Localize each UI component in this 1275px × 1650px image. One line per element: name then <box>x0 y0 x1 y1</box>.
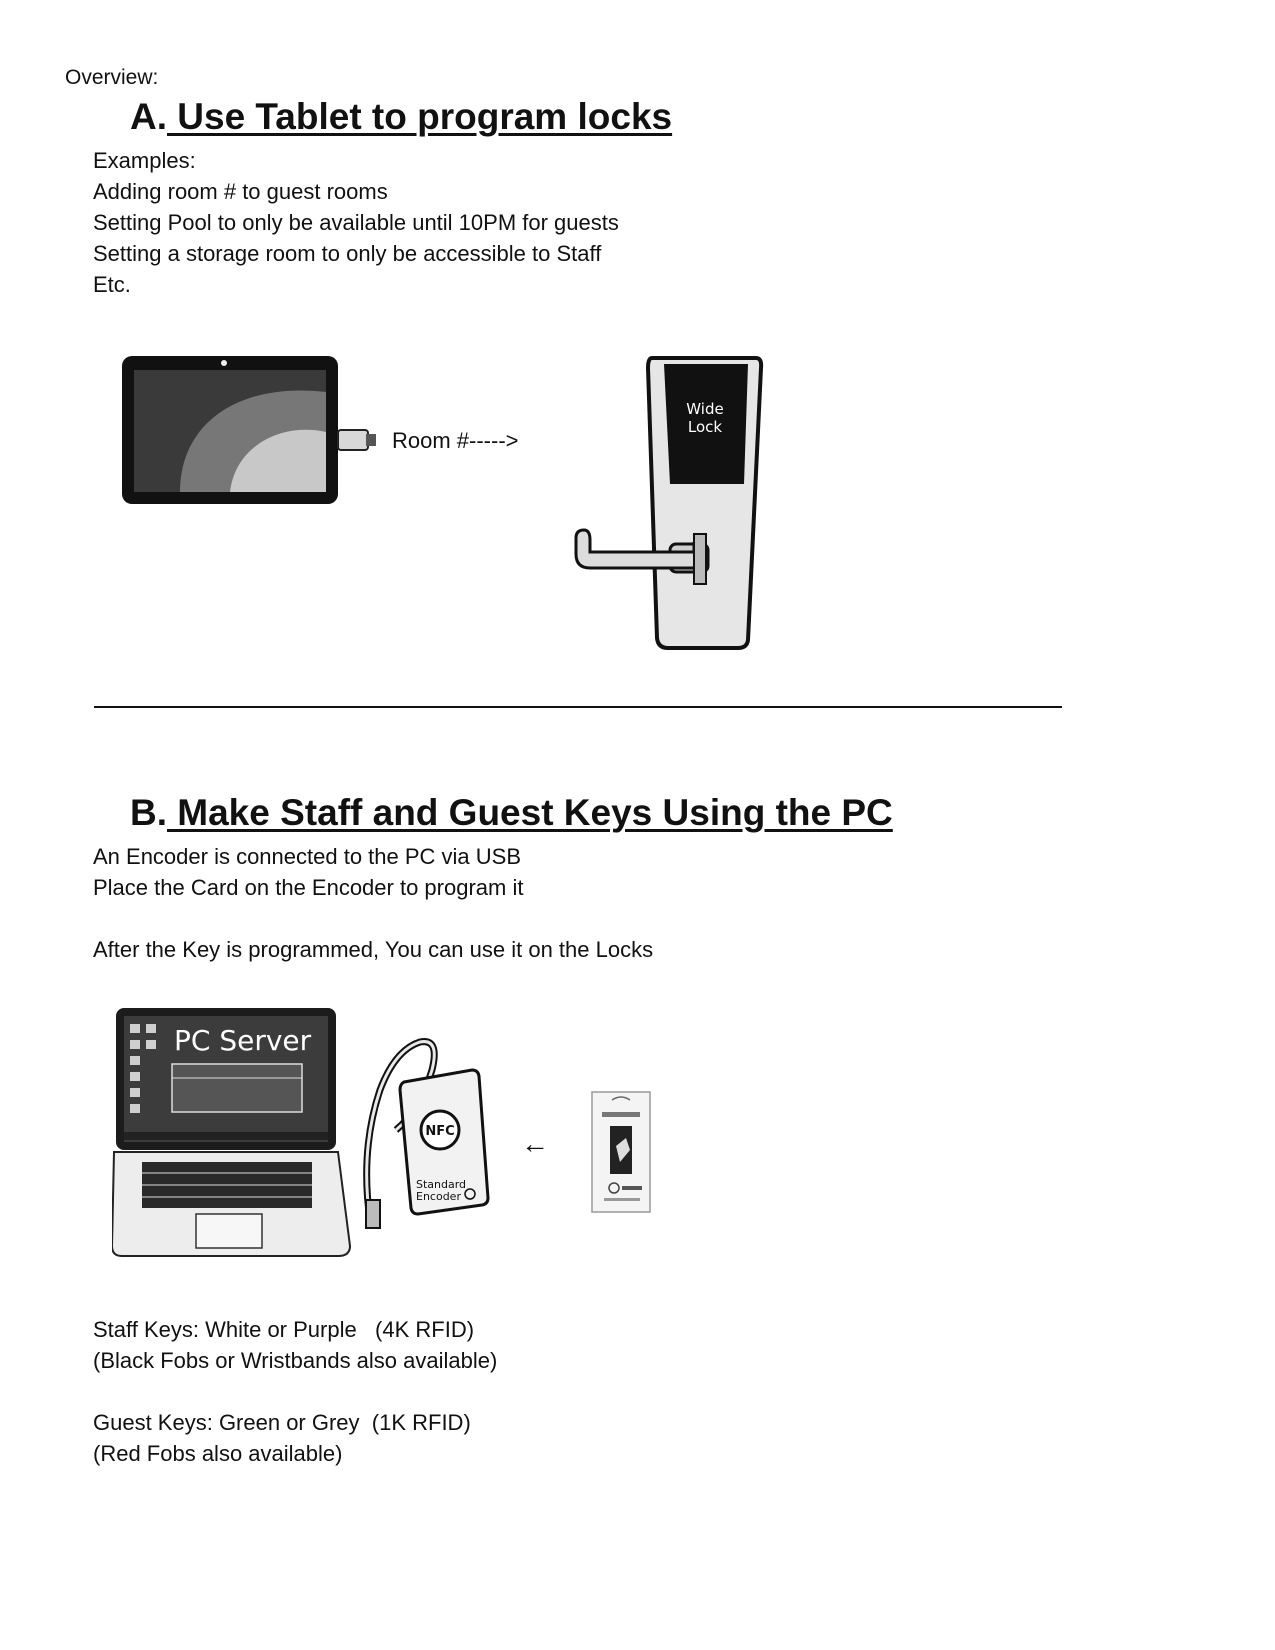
lock-spindle-shape <box>694 534 706 584</box>
staff-keys-line: Staff Keys: White or Purple (4K RFID) <box>93 1317 475 1342</box>
key-card-logo-bar <box>602 1112 640 1117</box>
tablet-image <box>120 352 380 512</box>
section-a-title: Use Tablet to program locks <box>167 96 673 137</box>
section-a-heading <box>130 96 672 138</box>
description-line: Place the Card on the Encoder to program it <box>93 875 524 900</box>
section-a-prefix: A. <box>130 96 167 137</box>
example-item: Setting a storage room to only be accessible to Staff <box>93 241 602 266</box>
spacer <box>93 1376 497 1407</box>
key-card-brand-bar <box>622 1186 642 1190</box>
tablet-usb-dongle-shape <box>338 430 368 450</box>
example-item: Adding room # to guest rooms <box>93 179 388 204</box>
description-line: An Encoder is connected to the PC via USB <box>93 844 522 869</box>
standard-encoder-image <box>360 1030 500 1230</box>
screen-window-shape <box>172 1064 302 1112</box>
nfc-logo-text: NFC <box>425 1124 455 1139</box>
key-card-footer-bar <box>604 1198 640 1201</box>
pc-server-label: PC Server <box>174 1024 312 1057</box>
room-number-label: Room #-----> <box>392 428 519 453</box>
encoder-usb-plug-shape <box>366 1200 380 1228</box>
pc-server-image <box>112 1006 352 1266</box>
spacer <box>93 903 653 934</box>
section-divider <box>94 706 1062 708</box>
laptop-taskbar-shape <box>124 1132 328 1140</box>
key-card-image <box>590 1090 652 1216</box>
section-b-title: Make Staff and Guest Keys Using the PC <box>167 792 893 833</box>
section-b-heading <box>130 792 893 834</box>
lock-label-line1: Wide <box>686 400 724 418</box>
example-item: Etc. <box>93 272 131 297</box>
laptop-touchpad-shape <box>196 1214 262 1248</box>
key-types-list <box>93 1314 497 1469</box>
examples-label: Examples: <box>93 148 196 173</box>
after-programmed-line: After the Key is programmed, You can use it on the Locks <box>93 937 654 962</box>
guest-keys-note: (Red Fobs also available) <box>93 1441 343 1466</box>
section-a-examples <box>93 145 619 300</box>
section-b-description <box>93 841 653 965</box>
tablet-usb-plug-shape <box>366 434 376 446</box>
guest-keys-line: Guest Keys: Green or Grey (1K RFID) <box>93 1410 471 1435</box>
wide-lock-image <box>570 354 770 654</box>
section-b-prefix: B. <box>130 792 167 833</box>
example-item: Setting Pool to only be available until 10PM for guests <box>93 210 619 235</box>
arrow-left-icon: ← <box>521 1128 549 1159</box>
encoder-label-line1: Standard <box>416 1178 467 1191</box>
staff-keys-note: (Black Fobs or Wristbands also available) <box>93 1348 498 1373</box>
lock-label-line2: Lock <box>687 418 723 436</box>
overview-label: Overview: <box>65 66 159 89</box>
tablet-camera-shape <box>221 360 227 366</box>
encoder-label-line2: Encoder <box>416 1190 461 1203</box>
